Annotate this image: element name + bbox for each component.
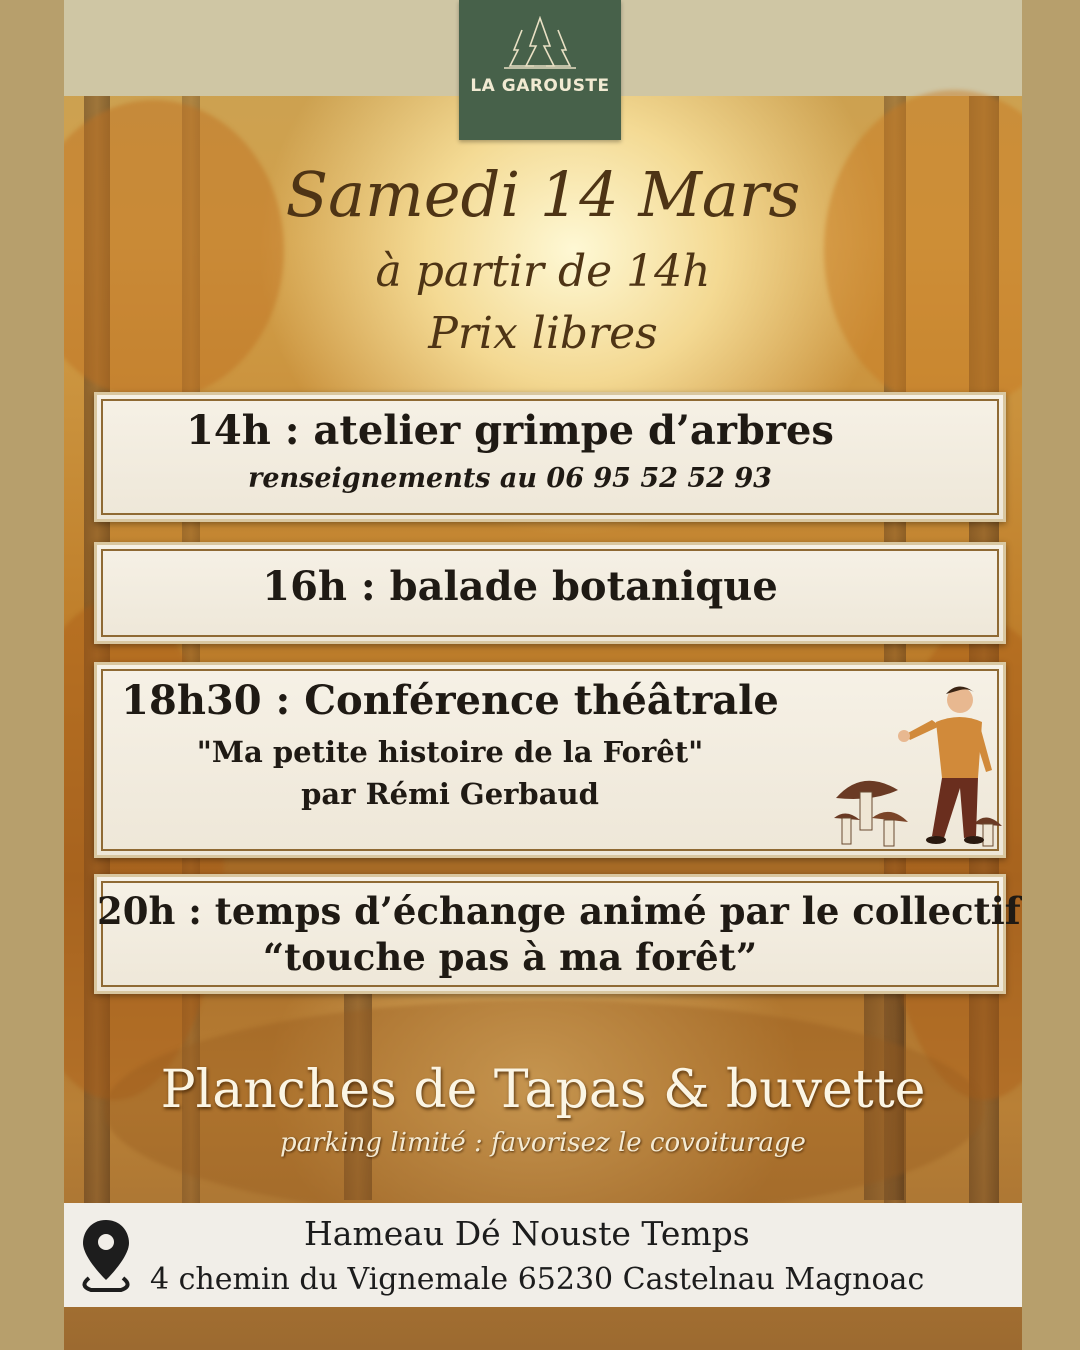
parking-note: parking limité : favorisez le covoiturage xyxy=(280,1128,806,1158)
pine-trees-icon xyxy=(500,16,580,72)
event-price: Prix libres xyxy=(428,308,658,359)
food-drinks-banner: Planches de Tapas & buvette xyxy=(160,1060,926,1120)
event-start-time: à partir de 14h xyxy=(375,246,711,297)
program-card xyxy=(94,542,1006,644)
logo-badge xyxy=(459,0,621,140)
program-title: 18h30 : Conférence théâtrale xyxy=(121,677,779,724)
program-card xyxy=(94,874,1021,994)
program-speaker: par Rémi Gerbaud xyxy=(301,777,599,811)
location-pin-icon xyxy=(77,1216,135,1296)
program-title: 16h : balade botanique xyxy=(262,563,778,610)
venue-address: 4 chemin du Vignemale 65230 Castelnau Magnoac xyxy=(150,1262,925,1297)
event-poster xyxy=(64,0,1022,1350)
program-title: 20h : temps d’échange animé par le collectif xyxy=(97,889,1021,933)
program-card xyxy=(94,392,1006,522)
event-date: Samedi 14 Mars xyxy=(285,158,801,231)
program-subtitle: "Ma petite histoire de la Forêt" xyxy=(196,735,704,769)
venue-name: Hameau Dé Nouste Temps xyxy=(304,1214,750,1253)
program-detail: renseignements au 06 95 52 52 93 xyxy=(248,463,772,494)
speaker-illustration xyxy=(832,678,1012,853)
program-title: 14h : atelier grimpe d’arbres xyxy=(186,407,834,454)
logo-text: LA GAROUSTE xyxy=(470,76,610,96)
program-subtitle: “touche pas à ma forêt” xyxy=(262,935,758,979)
